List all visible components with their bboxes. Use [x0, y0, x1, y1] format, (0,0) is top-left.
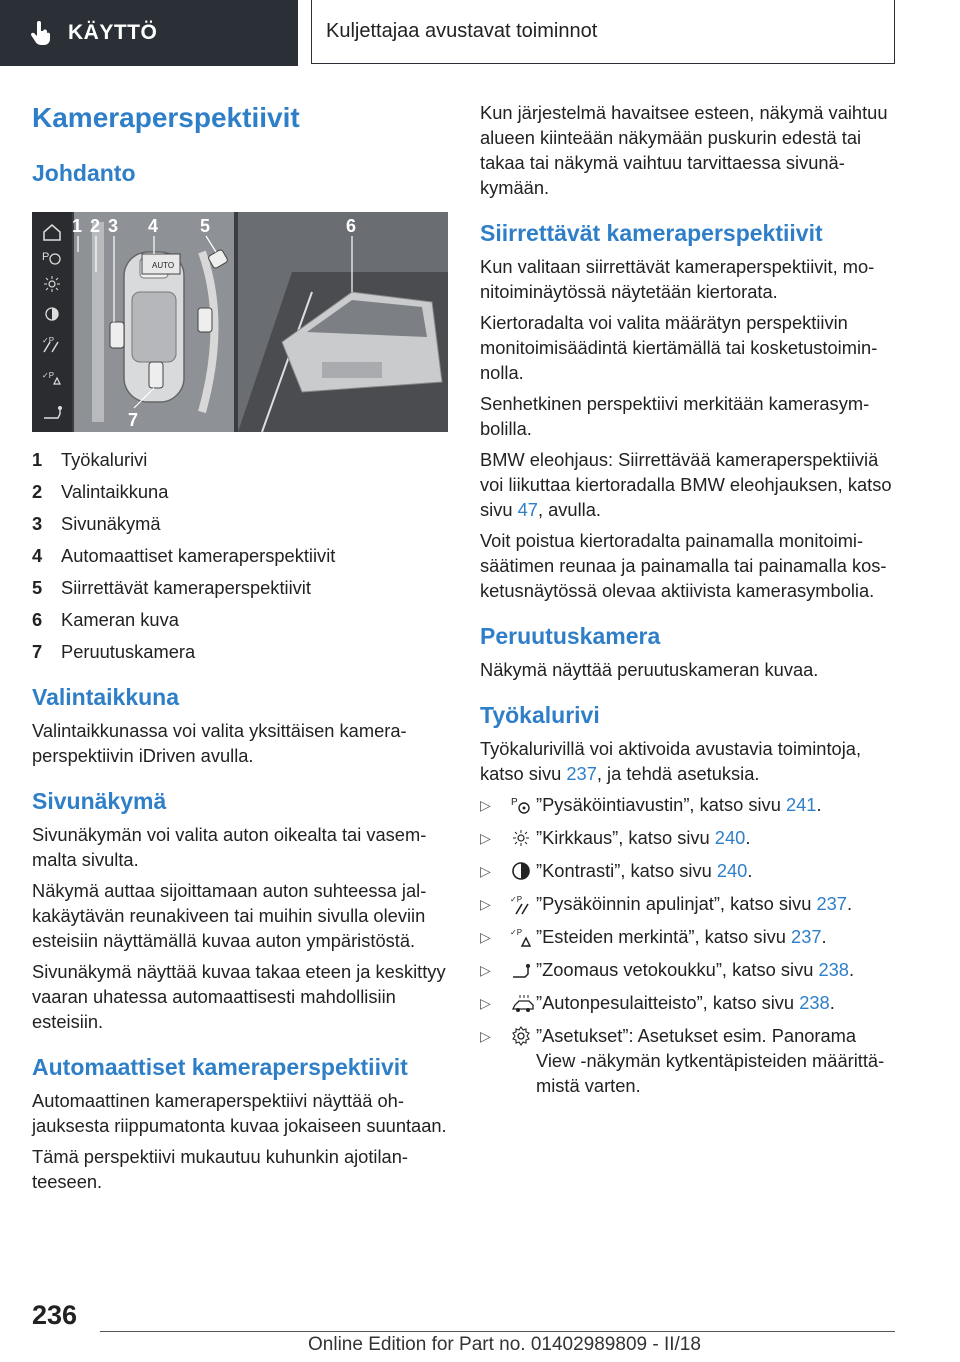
chapter-title: Kuljettajaa avustavat toiminnot — [311, 0, 895, 64]
edition-text: Online Edition for Part no. 01402989809 - II/18 — [308, 1334, 701, 1355]
list-text — [536, 957, 898, 983]
parking-lines-icon — [510, 891, 536, 917]
paragraph: Sivunäkymän voi valita auton oikealta tai vasemmalta sivulta. — [32, 824, 427, 870]
text-span: . — [821, 926, 827, 947]
footer-divider — [100, 1331, 895, 1332]
bullet-marker: ▷ — [480, 929, 491, 945]
paragraph: Sivunäkymä näyttää kuvaa takaa eteen ja keskittyy vaaran uhatessa automaattisesti mahdollisiin esteisiin. — [32, 961, 446, 1032]
legend-item — [32, 607, 450, 632]
list-item — [480, 825, 898, 851]
hand-pointer-icon — [30, 21, 52, 45]
section-heading: Valintaikkuna — [32, 684, 180, 710]
text-span: ”Esteiden merkintä”, katso sivu — [536, 926, 792, 947]
paragraph: Kun valitaan siirrettävät kameraperspektiivit, monitoiminäytössä näytetään kiertorata. — [480, 256, 875, 302]
legend-number: 6 — [32, 609, 43, 630]
figure-legend — [32, 447, 450, 664]
section-automaattiset — [32, 1052, 450, 1194]
list-text — [536, 858, 898, 884]
legend-number: 5 — [32, 577, 43, 598]
list-item — [480, 891, 898, 917]
contrast-icon — [510, 858, 536, 884]
auto-badge: AUTO — [152, 261, 175, 270]
legend-item — [32, 639, 450, 664]
callout-2: 2 — [90, 216, 101, 236]
list-text — [536, 792, 898, 818]
text-span: ”Kirkkaus”, katso sivu — [536, 827, 715, 848]
text-span: BMW eleohjaus: Siirrettävää kameraperspektiiviä voi liikuttaa kiertoradalla BMW eleohjauksen, katso sivu — [480, 449, 892, 520]
page-title: Kameraperspektiivit — [32, 102, 300, 133]
paragraph: Voit poistua kiertoradalta painamalla monitoimisäätimen reunaa ja painamalla tai painamalla kosketusnäytössä olevaa aktiivista kamerasymbolia. — [480, 530, 887, 601]
list-item — [480, 858, 898, 884]
intro-heading: Johdanto — [32, 160, 136, 186]
text-span: . — [848, 959, 855, 980]
callout-5: 5 — [200, 216, 211, 236]
page-link[interactable]: 241 — [785, 794, 817, 815]
page-number: 236 — [32, 1300, 78, 1330]
text-span: ”Zoomaus vetokoukku”, katso sivu — [536, 959, 819, 980]
text-span: , ja tehdä asetuksia. — [596, 763, 760, 784]
svg-text:P: P — [511, 797, 518, 808]
section-title: KÄYTTÖ — [68, 21, 158, 44]
page-link[interactable]: 237 — [566, 763, 597, 784]
callout-3: 3 — [108, 216, 119, 236]
text-span: . — [846, 893, 853, 914]
svg-text:✓P: ✓P — [42, 336, 55, 345]
legend-label: Kameran kuva — [61, 609, 179, 630]
section-heading: Sivunäkymä — [32, 788, 167, 814]
list-text — [536, 825, 898, 851]
section-peruutuskamera — [480, 621, 898, 682]
page-link[interactable]: 237 — [816, 893, 847, 914]
paragraph: Senhetkinen perspektiivi merkitään kamerasymbolilla. — [480, 393, 870, 439]
section-valintaikkuna — [32, 682, 450, 768]
car-wash-icon — [510, 990, 536, 1016]
list-text — [536, 891, 898, 917]
legend-label: Valintaikkuna — [61, 481, 169, 502]
text-span: ”Pysäköintiavustin”, katso sivu — [536, 794, 786, 815]
section-siirrettavat — [480, 218, 898, 603]
bullet-marker: ▷ — [480, 995, 491, 1011]
text-span: . — [816, 794, 822, 815]
list-item — [480, 1023, 898, 1098]
page-link[interactable]: 240 — [716, 860, 748, 881]
bullet-marker: ▷ — [480, 797, 491, 813]
section-tab — [0, 0, 298, 66]
svg-text:✓P: ✓P — [510, 895, 523, 904]
text-span: . — [747, 860, 753, 881]
page-link[interactable]: 238 — [818, 959, 849, 980]
legend-number: 2 — [32, 481, 43, 502]
section-sivunakyma — [32, 786, 450, 1034]
legend-item — [32, 447, 450, 472]
section-heading: Siirrettävät kameraperspektiivit — [480, 220, 823, 246]
legend-number: 4 — [32, 545, 43, 566]
page-link[interactable]: 237 — [791, 926, 822, 947]
camera-view-figure — [32, 212, 448, 432]
svg-text:✓P: ✓P — [510, 928, 523, 937]
page-link[interactable]: 240 — [714, 827, 746, 848]
text-span: Työkalurivillä voi aktivoida avustavia toimintoja, katso sivu — [480, 738, 862, 784]
text-span: . — [745, 827, 751, 848]
bullet-marker: ▷ — [480, 863, 491, 879]
legend-label: Työkalurivi — [61, 449, 148, 470]
bullet-marker: ▷ — [480, 1028, 491, 1044]
text-span: ”Asetukset”: Asetukset esim. Panorama View -näkymän kytkentäpisteiden määrittämistä varten. — [536, 1025, 885, 1096]
text-span: ”Autonpesulaitteisto”, katso sivu — [536, 992, 800, 1013]
legend-number: 3 — [32, 513, 43, 534]
paragraph: Tämä perspektiivi mukautuu kuhunkin ajotilanteeseen. — [32, 1146, 408, 1192]
page-link[interactable]: 47 — [517, 499, 538, 520]
legend-item — [32, 575, 450, 600]
paragraph: Kun järjestelmä havaitsee esteen, näkymä vaihtuu alueen kiinteään näkymään puskurin edestä tai takaa tai näkymä vaihtuu tarvittaessa sivunäkymään. — [480, 102, 888, 198]
right-column — [480, 100, 898, 1105]
settings-gear-icon — [510, 1023, 536, 1098]
list-item — [480, 957, 898, 983]
svg-text:✓P: ✓P — [42, 371, 55, 380]
legend-item — [32, 511, 450, 536]
paragraph: Automaattinen kameraperspektiivi näyttää ohjauksesta riippumatonta kuvaa jokaiseen suuntaan. — [32, 1090, 447, 1136]
legend-item — [32, 543, 450, 568]
text-span: . — [829, 992, 835, 1013]
paragraph: Näkymä näyttää peruutuskameran kuvaa. — [480, 659, 819, 680]
page-header — [0, 0, 960, 66]
tow-hitch-icon — [510, 957, 536, 983]
legend-label: Sivunäkymä — [61, 513, 161, 534]
bullet-marker: ▷ — [480, 830, 491, 846]
legend-number: 7 — [32, 641, 43, 662]
paragraph: Kiertoradalta voi valita määrätyn perspektiivin monitoimisäädintä kiertämällä tai kosketustoiminnolla. — [480, 312, 878, 383]
svg-text:P: P — [42, 251, 50, 263]
list-item — [480, 792, 898, 818]
left-column — [32, 96, 450, 1200]
section-heading: Työkalurivi — [480, 702, 600, 728]
section-heading: Automaattiset kameraperspektiivit — [32, 1054, 408, 1080]
callout-6: 6 — [346, 216, 357, 236]
legend-item — [32, 479, 450, 504]
paragraph: Valintaikkunassa voi valita yksittäisen kameraperspektiivin iDriven avulla. — [32, 720, 407, 766]
legend-label: Siirrettävät kameraperspektiivit — [61, 577, 311, 598]
section-heading: Peruutuskamera — [480, 623, 661, 649]
paragraph — [480, 736, 898, 786]
obstacle-marking-icon — [510, 924, 536, 950]
section-tyokalurivi — [480, 700, 898, 1098]
legend-label: Peruutuskamera — [61, 641, 196, 662]
text-span: ”Kontrasti”, katso sivu — [536, 860, 717, 881]
legend-number: 1 — [32, 449, 43, 470]
list-text — [536, 924, 898, 950]
callout-7: 7 — [128, 410, 139, 430]
bullet-marker: ▷ — [480, 896, 491, 912]
bullet-marker: ▷ — [480, 962, 491, 978]
legend-label: Automaattiset kameraperspektiivit — [61, 545, 336, 566]
page-link[interactable]: 238 — [799, 992, 830, 1013]
paragraph: Näkymä auttaa sijoittamaan auton suhteessa jalkakäytävän reunakiveen tai muihin sivulla oleviin esteisiin näyttämällä kuvaa auton ympäristöstä. — [32, 880, 427, 951]
list-text — [536, 990, 898, 1016]
text-span: , avulla. — [537, 499, 601, 520]
toolbar-function-list — [480, 792, 898, 1098]
paragraph — [480, 447, 898, 522]
callout-4: 4 — [148, 216, 159, 236]
parking-assist-icon — [510, 792, 536, 818]
text-span: ”Pysäköinnin apulinjat”, katso sivu — [536, 893, 817, 914]
list-text — [536, 1023, 898, 1098]
list-item — [480, 924, 898, 950]
callout-1: 1 — [72, 216, 83, 236]
list-item — [480, 990, 898, 1016]
brightness-icon — [510, 825, 536, 851]
